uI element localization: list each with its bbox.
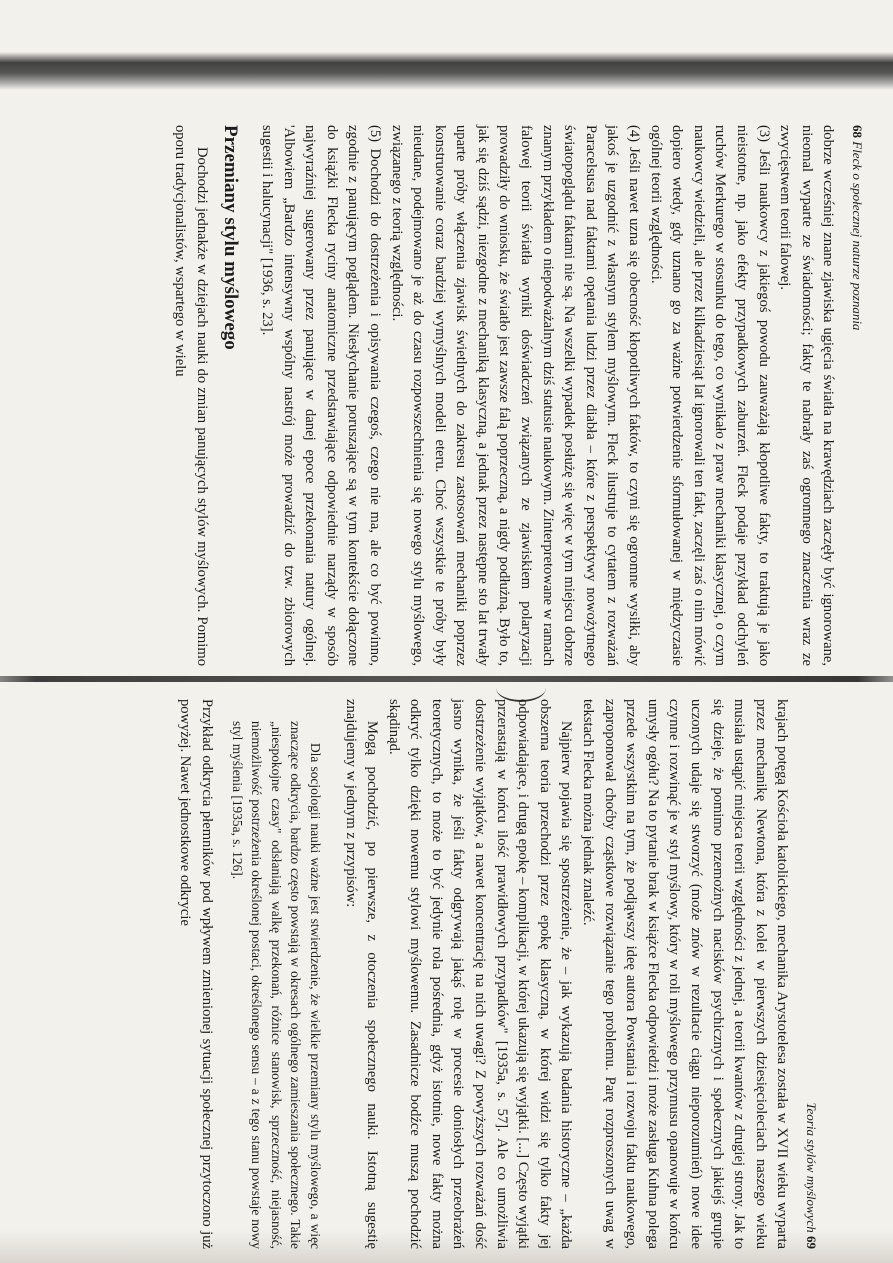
running-head-title: Teoria stylów myślowych [804,1102,819,1233]
paragraph: krajach potęgą Kościoła katolickiego, mechanika Arystotelesa została w XVII wieku wyparta przez mechanikę Newtona, która z kolei w pierwszych dziesięcioleciach naszego wieku musiała ustąpić miejsca teorii względności z jednej, a teorii kwantów z drugiej strony. Jak to się dzieje, że pomimo przemożnych nacisków psychicznych i społecznych jakiejś grupie uczonych udaje się stworzyć (może znów w rezultacie ciągu nieporozumień) nowe idee czynne i rozwinąć je w styl myślowy, który w roli myślowego przymusu opanowuje w końcu umysły ogółu? Na to pytanie brak w książce Flecka odpowiedzi i może zasługa Kuhna polega przede wszystkim na tym, że podjąwszy ideę autora Powstania i rozwoju faktu naukowego, zaproponował choćby cząstkowe rozwiązanie tego problemu. Parę rozproszonych uwag w tekstach Flecka można jednak znaleźć. [580,699,791,1249]
paragraph: (5) Dochodzi do dostrzeżenia i opisywania czegoś, czego nie ma, ale co być powinno, zgodnie z panującym poglądem. Niesłychanie poruszające są w tym kontekście dołączone do książki Flecka ryciny anatomiczne przedstawiające odpowiednie narządy w sposób najwyraźniej sugerowany przez panujące w danej epoce przekonania natury ogólnej. 'Albowiem „Bardzo intensywny wspólny nastrój może prowadzić do tzw. zbiorowych sugestii i halucynacji" [1936, s. 23]. [258,125,383,666]
paragraph: Przykład odkrycia płemników pod wpływem zmienionej sytuacji społecznej przytoczono już powyżej. Nawet jednostkowe odkrycie [177,699,215,1249]
running-head-title: Fleck o społecznej naturze poznania [850,141,865,331]
page-69 [67,699,822,1249]
book-spine-curve [496,674,546,702]
page-number: 69 [804,1236,819,1249]
running-head-right [800,699,822,1249]
paragraph: Mogą pochodzić, po pierwsze, z otoczenia społecznego nauki. Istotną sugestię znajdujemy w jednym z przypisów: [342,699,381,1249]
paragraph: (4) Jeśli nawet uzna się obecność kłopotliwych faktów, to czyni się ogromne wysiłki, aby jakoś je uzgodnić z własnym stylem myślowym. Fleck ilustruje to cytatem z rozważań Paracelsusa nad faktami opętania ludzi przez diabła – które z perspektywy nowożytnego światopoglądu faktami nie są. Na wszelki wypadek posłużę się więc w tym miejscu dobrze znanym przykładem o niepodważalnym dziś statusie naukowym. Zinterpretowane w ramach falowej teorii światła wyniki doświadczeń związanych ze zjawiskiem polaryzacji prowadziły do wniosku, że światło jest zawsze falą poprzeczną, a nigdy podłużną. Było to, jak się dziś sądzi, niezgodne z mechaniką klasyczną, a jednak przez następne sto lat trwały uparte próby włączenia zjawisk świetlnych do zakresu zastosowań mechaniki poprzez konstruowanie coraz bardziej wymyślnych modeli eteru. Choć wszystkie te próby były nieudane, podejmowano je aż do czasu rozpowszechnienia się nowego stylu myślowego, związanego z teorią względności. [388,125,643,666]
quote-text: Dla socjologii nauki ważne jest stwierdzenie, że wielkie przemiany stylu myślowego, a więc znaczące odkrycia, bardzo często powstają w okresach ogólnego zamieszania społecznego. Takie „niespokojne czasy" odsłaniają walkę przekonań, różnice stanowisk, sprzeczność, niejasność, niemożliwość postrzeżenia określonej postaci, określonego sensu – a z tego stanu powstaje nowy styl myślenia [1935a, s. 126]. [229,721,323,1249]
scan-shadow-top [0,52,893,90]
book-spine-line [0,676,893,682]
block-quote [227,721,325,1249]
page-number: 68 [850,125,865,138]
section-title: Przemiany stylu myślowego [220,125,242,350]
page-68 [98,125,868,666]
paragraph: dobrze wcześniej znane zjawiska ugięcia światła na krawędziach zaczęły być ignorowane, nieomal wyparte ze świadomości; fakty te nabrały zaś ogromnego znaczenia wraz ze zwycięstwem teorii falowej. [777,125,837,666]
paragraph: Najpierw pojawia się spostrzeżenie, że – jak wykazują badania historyczne – „każda obszerna teoria przechodzi przez epokę klasyczną, w której widzi się tylko fakty jej odpowiadające, i drugą epokę – komplikacji, w której ukazują się wyjątki. [...] Często wyjątki przerastają w końcu ilość prawidłowych przypadków" [1935a, s. 57]. Ale co umożliwia dostrzeżenie wyjątków, a nawet koncentrację na nich uwagi? Z powyższych rozważań dość jasno wynika, że jeśli fakty odgrywają jakąś rolę w procesie doniosłych przeobrażeń teoretycznych, to może to być jedynie rola pośrednia, gdyż istotnie, nowe fakty można odkryć tylko dzięki nowemu stylowi myślowemu. Zasadnicze bodźce muszą pochodzić skądinąd. [385,699,575,1249]
running-head-left [846,125,868,666]
paragraph: Dochodzi jednakże w dziejach nauki do zmian panujących stylów myślowych. Pomimo oporu tradycjonalistów, wspartego w wielu [172,125,210,666]
paragraph: (3) Jeśli naukowcy z jakiegoś powodu zauważają kłopotliwe fakty, to traktują je jako nieistotne, np. jako efekty przypadkowych zaburzeń. Fleck podaje przykład odchyleń ruchów Merkurego w stosunku do tego, co wynikało z praw mechaniki klasycznej, o czym naukowcy wiedzieli, ale przez kilkadziesiąt lat ignorowali ten fakt, zaczęli zaś o nim mówić dopiero wtedy, gdy uznano go za ważne potwierdzenie sformułowanej w międzyczasie ogólnej teorii względności. [647,125,772,666]
